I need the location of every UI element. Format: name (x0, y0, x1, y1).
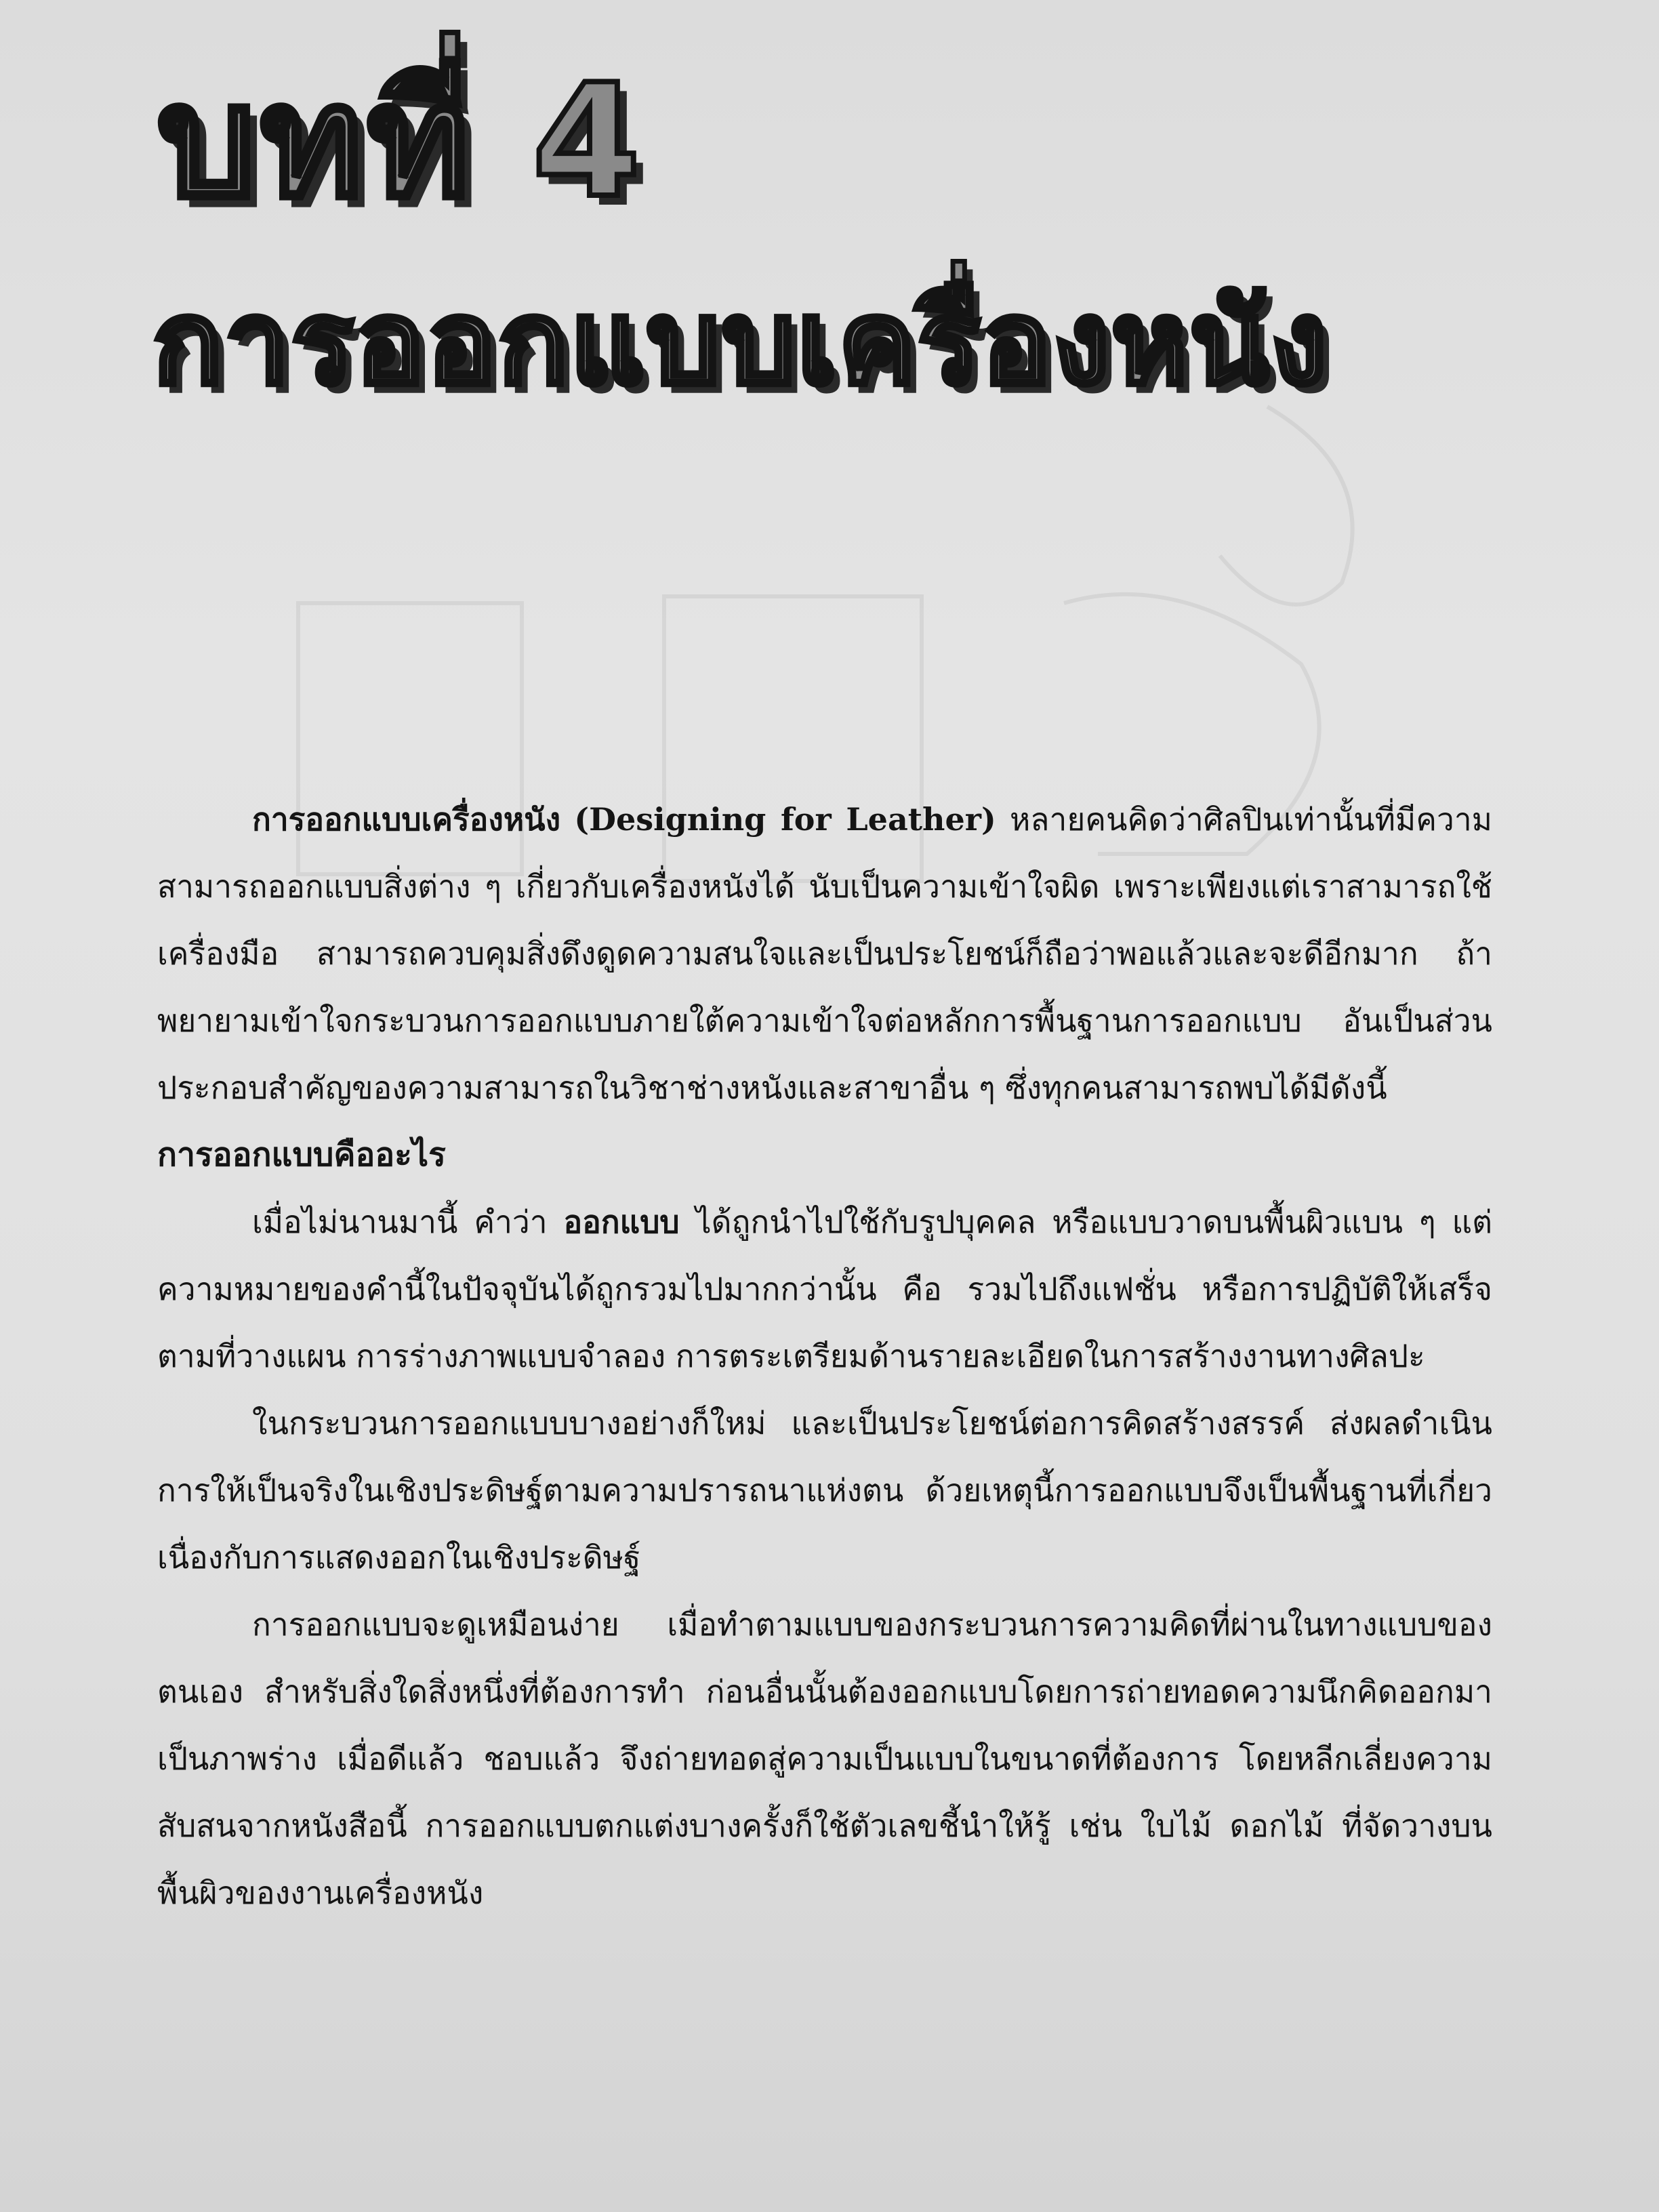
definition-text: ได้ถูกนำไปใช้กับรูปบุคคล หรือแบบวาดบนพื้นผิวแบน ๆ แต่ความหมายของคำนี้ในปัจจุบันได้ถูกรวมไปมากกว่านั้น คือ รวมไปถึงแฟชั่น หรือการปฏิบัติให้เสร็จตามที่วางแผน การร่างภาพแบบจำลอง การตระเตรียมด้านรายละเอียดในการสร้างงานทางศิลปะ (157, 1204, 1492, 1374)
body-text (157, 786, 1492, 1927)
intro-english-term: (Designing for Leather) (574, 801, 996, 838)
paragraph-definition (157, 1189, 1492, 1390)
intro-lead-term: การออกแบบเครื่องหนัง (252, 801, 561, 838)
chapter-title: การออกแบบเครื่องหนัง (152, 274, 1329, 411)
section-heading: การออกแบบคืออะไร (157, 1136, 446, 1174)
chapter-number: บทที่ 4 (157, 52, 645, 232)
definition-start: เมื่อไม่นานมานี้ คำว่า (252, 1204, 564, 1240)
definition-bold-term: ออกแบบ (563, 1204, 680, 1240)
paragraph-method: การออกแบบจะดูเหมือนง่าย เมื่อทำตามแบบของกระบวนการความคิดที่ผ่านในทางแบบของตนเอง สำหรับสิ่งใดสิ่งหนึ่งที่ต้องการทำ ก่อนอื่นนั้นต้องออกแบบโดยการถ่ายทอดความนึกคิดออกมาเป็นภาพร่าง เมื่อดีแล้ว ชอบแล้ว จึงถ่ายทอดสู่ความเป็นแบบในขนาดที่ต้องการ โดยหลีกเลี่ยงความสับสนจากหนังสือนี้ การออกแบบตกแต่งบางครั้งก็ใช้ตัวเลขชี้นำให้รู้ เช่น ใบไม้ ดอกไม้ ที่จัดวางบนพื้นผิวของงานเครื่องหนัง (157, 1606, 1492, 1911)
paragraph-intro (157, 786, 1492, 1122)
intro-text: หลายคนคิดว่าศิลปินเท่านั้นที่มีความสามารถออกแบบสิ่งต่าง ๆ เกี่ยวกับเครื่องหนังได้ นับเป็นความเข้าใจผิด เพราะเพียงแต่เราสามารถใช้เครื่องมือ สามารถควบคุมสิ่งดึงดูดความสนใจและเป็นประโยชน์ก็ถือว่าพอแล้วและจะดีอีกมาก ถ้าพยายามเข้าใจกระบวนการออกแบบภายใต้ความเข้าใจต่อหลักการพื้นฐานการออกแบบ อันเป็นส่วนประกอบสำคัญของความสามารถในวิชาช่างหนังและสาขาอื่น ๆ ซึ่งทุกคนสามารถพบได้มีดังนี้ (157, 801, 1492, 1106)
paragraph-process: ในกระบวนการออกแบบบางอย่างก็ใหม่ และเป็นประโยชน์ต่อการคิดสร้างสรรค์ ส่งผลดำเนินการให้เป็นจริงในเชิงประดิษฐ์ตามความปรารถนาแห่งตน ด้วยเหตุนี้การออกแบบจึงเป็นพื้นฐานที่เกี่ยวเนื่องกับการแสดงออกในเชิงประดิษฐ์ (157, 1405, 1492, 1576)
